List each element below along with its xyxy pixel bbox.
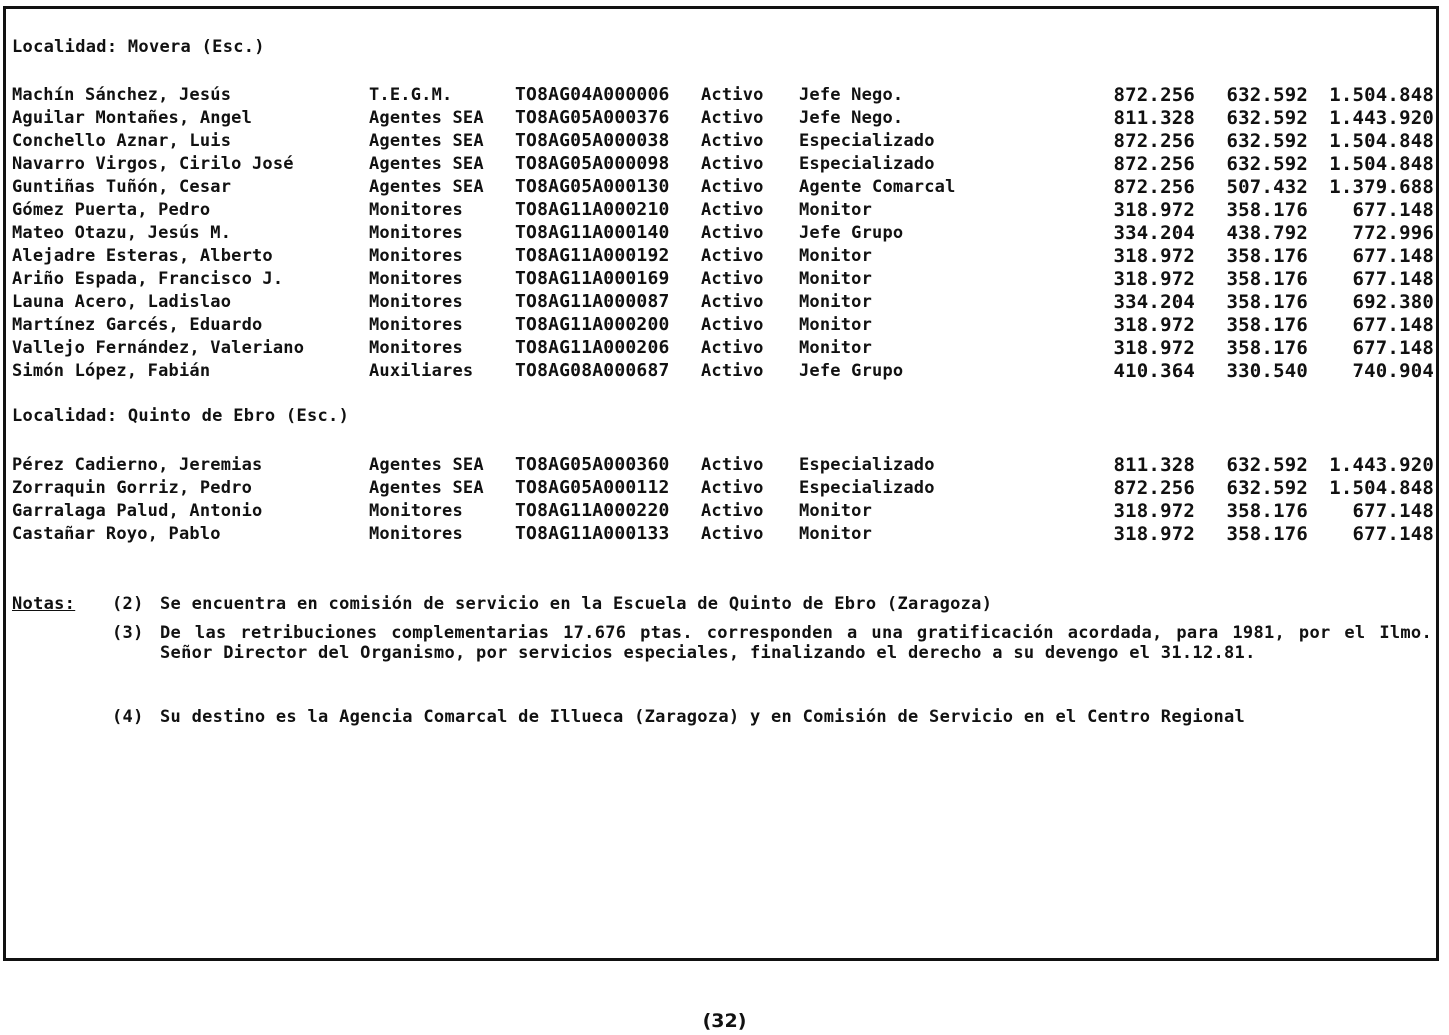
- table-row: [12, 314, 1434, 336]
- amount-basic: 334.204: [1113, 291, 1195, 313]
- employee-role: Monitor: [799, 246, 873, 266]
- employee-name: Machín Sánchez, Jesús: [12, 85, 232, 105]
- amount-complementary: 358.176: [1226, 291, 1308, 313]
- amount-total: 1.379.688: [1329, 176, 1434, 198]
- amount-total: 740.904: [1352, 360, 1434, 382]
- employee-category: Monitores: [369, 292, 463, 312]
- amount-basic: 318.972: [1113, 245, 1195, 267]
- employee-name: Mateo Otazu, Jesús M.: [12, 223, 232, 243]
- amount-complementary: 507.432: [1226, 176, 1308, 198]
- employee-role: Jefe Nego.: [799, 85, 904, 105]
- employee-role: Monitor: [799, 338, 873, 358]
- employee-status: Activo: [701, 501, 764, 521]
- table-row: [12, 107, 1434, 129]
- employee-name: Aguilar Montañes, Angel: [12, 108, 253, 128]
- amount-complementary: 358.176: [1226, 268, 1308, 290]
- employee-name: Simón López, Fabián: [12, 361, 211, 381]
- table-row: [12, 130, 1434, 152]
- table-row: [12, 245, 1434, 267]
- table-row: [12, 500, 1434, 522]
- employee-category: Monitores: [369, 315, 463, 335]
- note-text: Su destino es la Agencia Comarcal de Illueca (Zaragoza) y en Comisión de Servicio en el Centro Regional: [160, 707, 1246, 727]
- employee-category: Agentes SEA: [369, 478, 484, 498]
- amount-basic: 811.328: [1113, 454, 1195, 476]
- employee-status: Activo: [701, 177, 764, 197]
- amount-basic: 410.364: [1113, 360, 1195, 382]
- employee-category: Monitores: [369, 246, 463, 266]
- amount-total: 1.504.848: [1329, 130, 1434, 152]
- section-heading-movera: Localidad: Movera (Esc.): [12, 37, 265, 57]
- note-text: Se encuentra en comisión de servicio en la Escuela de Quinto de Ebro (Zaragoza): [160, 594, 993, 614]
- employee-status: Activo: [701, 154, 764, 174]
- employee-code: TO8AG11A000206: [515, 337, 670, 358]
- employee-name: Gómez Puerta, Pedro: [12, 200, 211, 220]
- amount-basic: 872.256: [1113, 153, 1195, 175]
- amount-complementary: 632.592: [1226, 107, 1308, 129]
- employee-status: Activo: [701, 338, 764, 358]
- amount-complementary: 632.592: [1226, 477, 1308, 499]
- amount-total: 677.148: [1352, 314, 1434, 336]
- employee-code: TO8AG05A000130: [515, 176, 670, 197]
- employee-code: TO8AG11A000169: [515, 268, 670, 289]
- employee-status: Activo: [701, 246, 764, 266]
- employee-name: Zorraquin Gorriz, Pedro: [12, 478, 253, 498]
- amount-complementary: 330.540: [1226, 360, 1308, 382]
- employee-name: Castañar Royo, Pablo: [12, 524, 221, 544]
- table-row: [12, 291, 1434, 313]
- employee-role: Monitor: [799, 292, 873, 312]
- amount-total: 1.504.848: [1329, 153, 1434, 175]
- employee-role: Monitor: [799, 315, 873, 335]
- amount-basic: 318.972: [1113, 314, 1195, 336]
- table-row: [12, 337, 1434, 359]
- section-heading-quinto: Localidad: Quinto de Ebro (Esc.): [12, 406, 350, 426]
- employee-role: Monitor: [799, 269, 873, 289]
- table-row: [12, 360, 1434, 382]
- table-row: [12, 523, 1434, 545]
- employee-category: T.E.G.M.: [369, 85, 453, 105]
- employee-role: Especializado: [799, 455, 935, 475]
- employee-category: Agentes SEA: [369, 108, 484, 128]
- employee-category: Agentes SEA: [369, 455, 484, 475]
- employee-code: TO8AG08A000687: [515, 360, 670, 381]
- employee-code: TO8AG05A000112: [515, 477, 670, 498]
- table-row: [12, 454, 1434, 476]
- employee-status: Activo: [701, 269, 764, 289]
- amount-total: 677.148: [1352, 245, 1434, 267]
- employee-role: Jefe Grupo: [799, 223, 904, 243]
- employee-category: Agentes SEA: [369, 154, 484, 174]
- employee-status: Activo: [701, 292, 764, 312]
- table-row: [12, 268, 1434, 290]
- amount-basic: 872.256: [1113, 130, 1195, 152]
- employee-status: Activo: [701, 108, 764, 128]
- amount-complementary: 632.592: [1226, 153, 1308, 175]
- note-number: (2): [112, 594, 144, 614]
- amount-basic: 872.256: [1113, 176, 1195, 198]
- employee-code: TO8AG11A000140: [515, 222, 670, 243]
- notes-label: Notas:: [12, 594, 76, 614]
- employee-role: Monitor: [799, 501, 873, 521]
- employee-category: Monitores: [369, 524, 463, 544]
- employee-status: Activo: [701, 361, 764, 381]
- amount-basic: 318.972: [1113, 500, 1195, 522]
- note-number: (3): [112, 623, 144, 643]
- employee-category: Monitores: [369, 223, 463, 243]
- amount-total: 772.996: [1352, 222, 1434, 244]
- employee-name: Guntiñas Tuñón, Cesar: [12, 177, 232, 197]
- employee-role: Monitor: [799, 524, 873, 544]
- employee-code: TO8AG05A000360: [515, 454, 670, 475]
- amount-basic: 318.972: [1113, 199, 1195, 221]
- amount-total: 677.148: [1352, 337, 1434, 359]
- table-row: [12, 153, 1434, 175]
- employee-name: Vallejo Fernández, Valeriano: [12, 338, 305, 358]
- amount-total: 1.504.848: [1329, 84, 1434, 106]
- employee-name: Pérez Cadierno, Jeremias: [12, 455, 263, 475]
- employee-category: Monitores: [369, 200, 463, 220]
- employee-category: Auxiliares: [369, 361, 474, 381]
- employee-role: Monitor: [799, 200, 873, 220]
- note-text: De las retribuciones complementarias 17.676 ptas. corresponden a una gratificación acordada, para 1981, por el Ilmo. Señor Director del Organismo, por servicios especiales, finalizando el derecho a su devengo el 31.12.81.: [160, 623, 1432, 663]
- amount-complementary: 358.176: [1226, 500, 1308, 522]
- amount-basic: 811.328: [1113, 107, 1195, 129]
- employee-name: Launa Acero, Ladislao: [12, 292, 232, 312]
- amount-complementary: 438.792: [1226, 222, 1308, 244]
- employee-code: TO8AG04A000006: [515, 84, 670, 105]
- table-row: [12, 84, 1434, 106]
- amount-basic: 872.256: [1113, 84, 1195, 106]
- amount-complementary: 358.176: [1226, 314, 1308, 336]
- employee-role: Especializado: [799, 478, 935, 498]
- employee-name: Alejadre Esteras, Alberto: [12, 246, 273, 266]
- amount-total: 677.148: [1352, 500, 1434, 522]
- amount-basic: 872.256: [1113, 477, 1195, 499]
- employee-role: Jefe Grupo: [799, 361, 904, 381]
- employee-role: Jefe Nego.: [799, 108, 904, 128]
- table-row: [12, 477, 1434, 499]
- employee-status: Activo: [701, 85, 764, 105]
- amount-complementary: 632.592: [1226, 130, 1308, 152]
- employee-code: TO8AG11A000210: [515, 199, 670, 220]
- amount-complementary: 358.176: [1226, 523, 1308, 545]
- employee-code: TO8AG05A000098: [515, 153, 670, 174]
- employee-status: Activo: [701, 524, 764, 544]
- amount-basic: 334.204: [1113, 222, 1195, 244]
- amount-basic: 318.972: [1113, 337, 1195, 359]
- amount-total: 677.148: [1352, 199, 1434, 221]
- amount-total: 677.148: [1352, 523, 1434, 545]
- amount-total: 1.443.920: [1329, 107, 1434, 129]
- employee-category: Agentes SEA: [369, 177, 484, 197]
- table-row: [12, 176, 1434, 198]
- employee-name: Ariño Espada, Francisco J.: [12, 269, 284, 289]
- employee-category: Monitores: [369, 338, 463, 358]
- table-row: [12, 222, 1434, 244]
- amount-total: 1.504.848: [1329, 477, 1434, 499]
- employee-code: TO8AG11A000220: [515, 500, 670, 521]
- amount-basic: 318.972: [1113, 268, 1195, 290]
- amount-total: 692.380: [1352, 291, 1434, 313]
- employee-name: Martínez Garcés, Eduardo: [12, 315, 263, 335]
- employee-category: Agentes SEA: [369, 131, 484, 151]
- employee-role: Agente Comarcal: [799, 177, 956, 197]
- employee-name: Garralaga Palud, Antonio: [12, 501, 263, 521]
- employee-code: TO8AG05A000376: [515, 107, 670, 128]
- employee-role: Especializado: [799, 154, 935, 174]
- amount-complementary: 358.176: [1226, 245, 1308, 267]
- employee-role: Especializado: [799, 131, 935, 151]
- amount-complementary: 358.176: [1226, 337, 1308, 359]
- amount-total: 677.148: [1352, 268, 1434, 290]
- amount-complementary: 632.592: [1226, 84, 1308, 106]
- employee-category: Monitores: [369, 501, 463, 521]
- employee-status: Activo: [701, 455, 764, 475]
- employee-code: TO8AG05A000038: [515, 130, 670, 151]
- employee-status: Activo: [701, 315, 764, 335]
- employee-status: Activo: [701, 131, 764, 151]
- employee-status: Activo: [701, 478, 764, 498]
- employee-category: Monitores: [369, 269, 463, 289]
- employee-status: Activo: [701, 223, 764, 243]
- page-number: (32): [702, 1010, 747, 1032]
- employee-code: TO8AG11A000087: [515, 291, 670, 312]
- note-number: (4): [112, 707, 144, 727]
- employee-name: Navarro Virgos, Cirilo José: [12, 154, 294, 174]
- employee-name: Conchello Aznar, Luis: [12, 131, 232, 151]
- amount-complementary: 632.592: [1226, 454, 1308, 476]
- amount-complementary: 358.176: [1226, 199, 1308, 221]
- amount-total: 1.443.920: [1329, 454, 1434, 476]
- employee-code: TO8AG11A000133: [515, 523, 670, 544]
- employee-code: TO8AG11A000192: [515, 245, 670, 266]
- employee-code: TO8AG11A000200: [515, 314, 670, 335]
- amount-basic: 318.972: [1113, 523, 1195, 545]
- table-row: [12, 199, 1434, 221]
- employee-status: Activo: [701, 200, 764, 220]
